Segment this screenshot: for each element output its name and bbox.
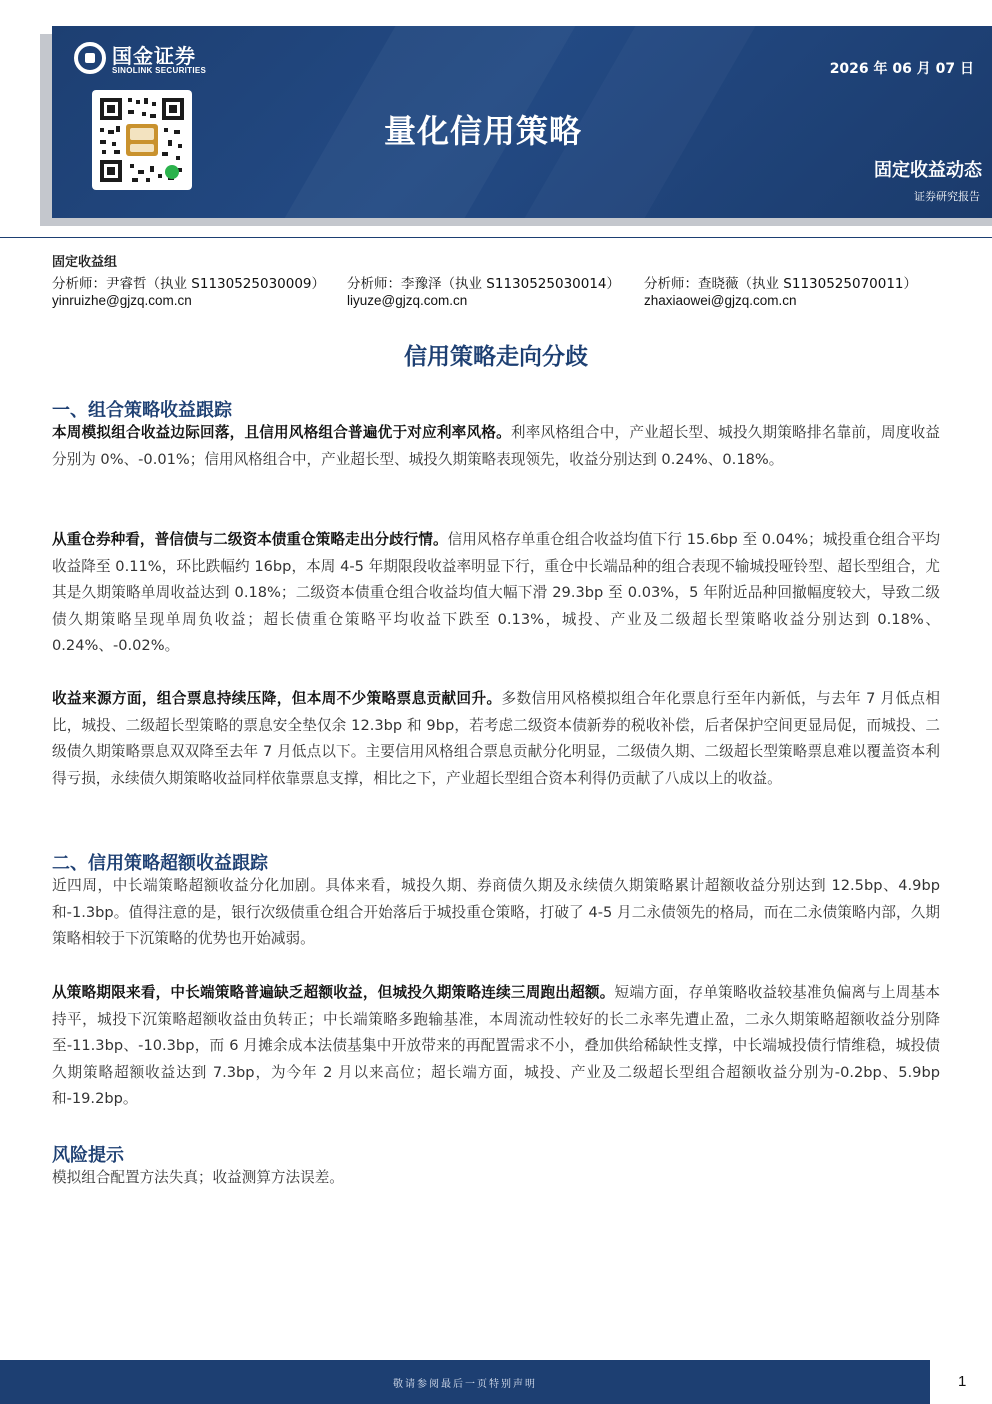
footer-disclaimer: 敬请参阅最后一页特别声明 [393,1379,537,1390]
team-name: 固定收益组 [52,255,118,270]
paragraph-lead: 从策略期限来看，中长端策略普遍缺乏超额收益，但城投久期策略连续三周跑出超额。 [52,984,615,1001]
document-title: 信用策略走向分歧 [404,344,588,370]
paragraph-lead: 收益来源方面，组合票息持续压降，但本周不少策略票息贡献回升。 [52,690,502,707]
analyst-label: 分析师：查晓薇（执业 S1130525070011） [644,276,918,292]
paragraph-lead: 本周模拟组合收益边际回落，且信用风格组合普遍优于对应利率风格。 [52,424,511,441]
paragraph-text: 近四周，中长端策略超额收益分化加剧。具体来看，城投久期、券商债久期及永续债久期策略累计超额收益分别达到 12.5bp、4.9bp 和-1.3bp。值得注意的是，银行次级债重仓组合开始落后于城投重仓策略，打破了 4-5 月二永债领先的格局，而在二永债策略内部，久期策略相较于下沉策略的优势也开始减弱。 [52,877,940,948]
paragraph [52,527,940,660]
paragraph [52,420,940,473]
paragraph-text: 短端方面，存单策略收益较基准负偏离与上周基本持平，城投下沉策略超额收益由负转正；中长端策略多跑输基准，本周流动性较好的长二永率先遭止盈，二永久期策略超额收益分别降至-11.3bp、-10.3bp，而 6 月摊余成本法债基集中开放带来的再配置需求不小，叠加供给稀缺性支撑，中长端城投债行情维稳，城投债久期策略超额收益达到 7.3bp，为今年 2 月以来高位；超长端方面，城投、产业及二级超长型组合超额收益分别为-0.2bp、5.9bp 和-19.2bp。 [52,984,940,1108]
brand-name-cn: 国金证券 [112,44,196,68]
paragraph-text: 信用风格存单重仓组合收益均值下行 15.6bp 至 0.04%；城投重仓组合平均收益降至 0.11%，环比跌幅约 16bp，本周 4-5 年期限段收益率明显下行，重仓中长端品种的组合表现不输城投哑铃型、超长型组合，尤其是久期策略单周收益达到 0.18%；二级资本债重仓组合收益均值大幅下滑 29.3bp 至 0.03%，5 年附近品种回撤幅度较大，导致二级债久期策略呈现单周负收益；超长债重仓策略平均收益下跌至 0.13%，城投、产业及二级超长型策略收益分别达到 0.18%、0.24%、-0.02%。 [52,531,940,655]
section-heading: 二、信用策略超额收益跟踪 [52,853,268,874]
section-heading: 一、组合策略收益跟踪 [52,400,232,421]
qr-code-icon [92,90,192,190]
paragraph [52,873,940,953]
analyst-label: 分析师：李豫泽（执业 S1130525030014） [347,276,621,292]
analyst-email-link[interactable]: yinruizhe@gjzq.com.cn [52,293,192,308]
brand-name-en: SINOLINK SECURITIES [112,66,207,75]
paragraph-text: 模拟组合配置方法失真；收益测算方法误差。 [52,1169,344,1186]
paragraph-text: 多数信用风格模拟组合年化票息行至年内新低，与去年 7 月低点相比，城投、二级超长型策略的票息安全垫仅余 12.3bp 和 9bp，若考虑二级资本债新券的税收补偿，后者保护空间更显局促，而城投、二级债久期策略票息双双降至去年 7 月低点以下。主要信用风格组合票息贡献分化明显，二级债久期、二级超长型策略票息难以覆盖资本利得亏损，永续债久期策略收益同样依靠票息支撑，相比之下，产业超长型组合资本利得仍贡献了八成以上的收益。 [52,690,940,787]
report-date: 2026 年 06 月 07 日 [829,61,974,77]
report-type: 固定收益动态 [874,160,982,181]
page-number: 1 [958,1373,967,1390]
analyst-label: 分析师：尹睿哲（执业 S1130525030009） [52,276,326,292]
paragraph [52,686,940,792]
section-heading: 风险提示 [52,1145,124,1166]
analyst-email-link[interactable]: liyuze@gjzq.com.cn [347,293,468,308]
report-subtype: 证券研究报告 [914,190,980,203]
paragraph [52,980,940,1113]
report-banner [52,26,992,218]
analyst-email-link[interactable]: zhaxiaowei@gjzq.com.cn [644,293,797,308]
paragraph [52,1165,940,1192]
header-divider [0,237,992,238]
paragraph-lead: 从重仓券种看，普信债与二级资本债重仓策略走出分歧行情。 [52,531,448,548]
report-title: 量化信用策略 [384,112,583,150]
sinolink-logo-icon [74,42,106,74]
paragraph-text: 利率风格组合中，产业超长型、城投久期策略排名靠前，周度收益分别为 0%、-0.01%；信用风格组合中，产业超长型、城投久期策略表现领先，收益分别达到 0.24%、0.18%。 [52,424,940,468]
